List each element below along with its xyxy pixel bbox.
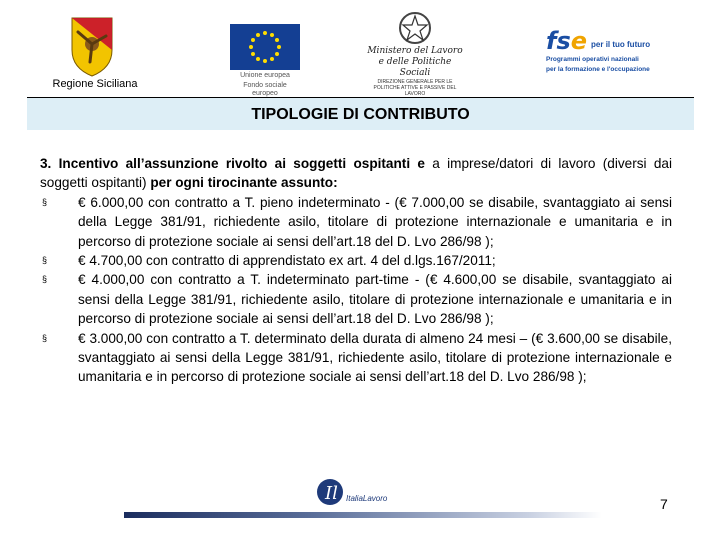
fse-mark [546,28,587,54]
fse-mark-fs: fs [546,27,571,55]
trinacria-shield-icon [62,14,122,78]
fse-tagline: per il tuo futuro [591,39,651,49]
intro-paragraph [40,154,672,193]
slide-content [40,154,672,387]
footer-divider [124,512,602,518]
contribution-list [40,193,672,387]
list-item-text: € 4.700,00 con contratto di apprendistato ex art. 4 del d.lgs.167/2011; [78,253,496,269]
svg-text:Il: Il [325,483,338,504]
list-item [40,270,672,328]
eu-caption-2: Fondo sociale europeo [243,82,287,97]
ministry-sub-2: POLITICHE ATTIVE E PASSIVE DEL LAVORO [373,85,457,97]
list-item-text: € 4.000,00 con contratto a T. indeterminato part-time - (€ 4.600,00 se disabile, svantaggiato ai sensi della Legge 381/91, richiedente asilo, titolare di protezione internazionale e umanitaria e in percorso di protezione sociale ai sensi dell’art.18 del D. Lvo 286/98 ); [78,272,672,327]
eu-flag-icon [230,24,300,70]
list-item [40,193,672,251]
bullet-icon: § [42,274,48,285]
ministero-logo [365,10,465,96]
regione-siciliana-logo [62,14,122,78]
page-number: 7 [660,496,668,512]
region-label: Regione Siciliana [52,78,138,90]
intro-normal: a imprese/datori di lavoro (diversi dai soggetti ospitanti) [40,156,672,191]
fse-line-1: Programmi operativi nazionali [546,56,639,63]
list-item-text: € 3.000,00 con contratto a T. determinato della durata di almeno 24 mesi – (€ 3.600,00 se disabile, svantaggiato ai sensi della Legge 381/91, richiedente asilo, titolare di protezione internazionale e umanitaria e in percorso di protezione sociale ai sensi dell’art.18 del D. Lvo 286/98 ); [78,330,672,385]
page-title: TIPOLOGIE DI CONTRIBUTO [27,97,694,130]
intro-bold-tail: per ogni tirocinante assunto: [150,175,338,191]
bullet-icon: § [42,196,48,207]
italia-lavoro-icon [316,472,406,512]
eu-logo [230,24,300,97]
list-item [40,329,672,387]
list-item [40,251,672,270]
fse-mark-e: e [570,27,588,55]
ministry-line-2: e delle Politiche Sociali [378,57,452,78]
footer-logo-text: ItaliaLavoro [346,494,388,503]
italia-lavoro-logo [316,472,406,512]
ministry-line-1: Ministero del Lavoro [367,46,463,56]
fse-logo [546,28,686,88]
bullet-icon: § [42,332,48,343]
fse-line-2: per la formazione e l'occupazione [546,66,650,73]
list-item-text: € 6.000,00 con contratto a T. pieno indeterminato - (€ 7.000,00 se disabile, svantaggiato ai sensi della Legge 381/91, richiedente asilo, titolare di protezione internazionale e umanitaria e in percorso di protezione sociale ai sensi dell’art.18 del D. Lvo 286/98 ); [78,194,672,249]
italian-emblem-icon [397,10,433,46]
ministry-sub-1: DIREZIONE GENERALE PER LE [377,79,453,85]
bullet-icon: § [42,255,48,266]
eu-caption-1: Unione europea [240,72,290,79]
intro-bold: 3. Incentivo all’assunzione rivolto ai soggetti ospitanti e [40,156,425,171]
